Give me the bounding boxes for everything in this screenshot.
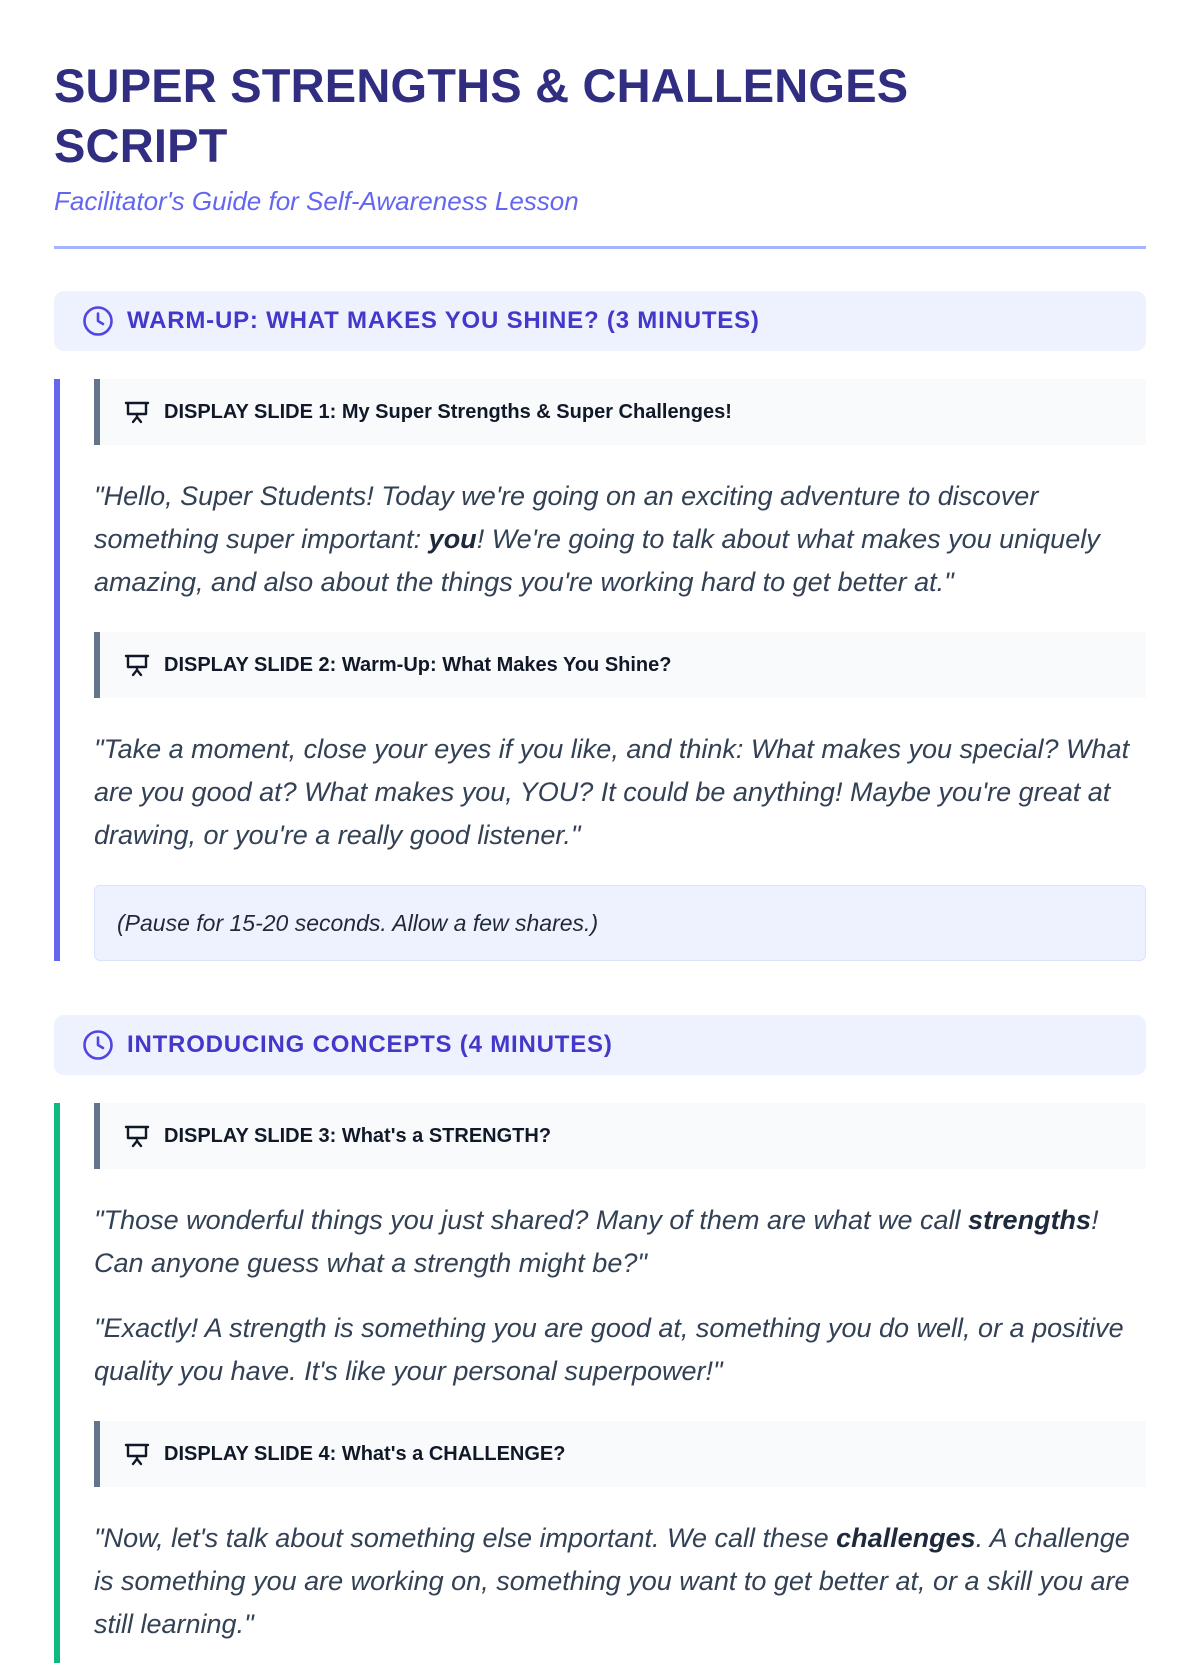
slide-cue-label: DISPLAY SLIDE 4: What's a CHALLENGE? (164, 1442, 566, 1465)
slide-cue-label: DISPLAY SLIDE 1: My Super Strengths & Super Challenges! (164, 400, 732, 423)
script-paragraph: "Hello, Super Students! Today we're going on an exciting adventure to discover something super important: you! We're going to talk about what makes you uniquely amazing, and also about the things you're working hard to get better at." (94, 481, 1100, 597)
presentation-icon (124, 399, 150, 425)
script-paragraph: "Exactly! A strength is something you are good at, something you do well, or a positive quality you have. It's like your personal superpower!" (94, 1313, 1124, 1386)
document-title (54, 0, 1146, 176)
section-header-warm-up (54, 291, 1146, 351)
script-paragraph: "Take a moment, close your eyes if you like, and think: What makes you special? What are you good at? What makes you, YOU? It could be anything! Maybe you're great at drawing, or you're a really good listener." (94, 734, 1130, 850)
section-body-warm-up (54, 379, 1146, 961)
clock-icon (81, 1028, 115, 1062)
slide-cue-label: DISPLAY SLIDE 2: Warm-Up: What Makes You Shine? (164, 653, 672, 676)
pause-note: (Pause for 15-20 seconds. Allow a few shares.) (94, 885, 1146, 961)
document-title-line-1: SUPER STRENGTHS & CHALLENGES (54, 59, 909, 112)
slide-cue-label: DISPLAY SLIDE 3: What's a STRENGTH? (164, 1124, 552, 1147)
slide-cue-3 (94, 1103, 1146, 1169)
section-header-introducing-concepts (54, 1015, 1146, 1075)
clock-icon (81, 304, 115, 338)
document-title-line-2: SCRIPT (54, 119, 228, 172)
presentation-icon (124, 652, 150, 678)
slide-cue-1 (94, 379, 1146, 445)
script-paragraph: "Those wonderful things you just shared? Many of them are what we call strengths! Can anyone guess what a strength might be?" (94, 1205, 1099, 1278)
section-body-introducing-concepts (54, 1103, 1146, 1663)
script-paragraph: "Now, let's talk about something else important. We call these challenges. A challenge is something you are working on, something you want to get better at, or a skill you are still learning." (94, 1523, 1130, 1639)
presentation-icon (124, 1123, 150, 1149)
section-title: INTRODUCING CONCEPTS (4 MINUTES) (127, 1031, 613, 1058)
title-divider (54, 246, 1146, 249)
slide-cue-2 (94, 632, 1146, 698)
document-subtitle: Facilitator's Guide for Self-Awareness Lesson (54, 186, 579, 216)
presentation-icon (124, 1441, 150, 1467)
section-title: WARM-UP: WHAT MAKES YOU SHINE? (3 MINUTES) (127, 307, 760, 334)
slide-cue-4 (94, 1421, 1146, 1487)
